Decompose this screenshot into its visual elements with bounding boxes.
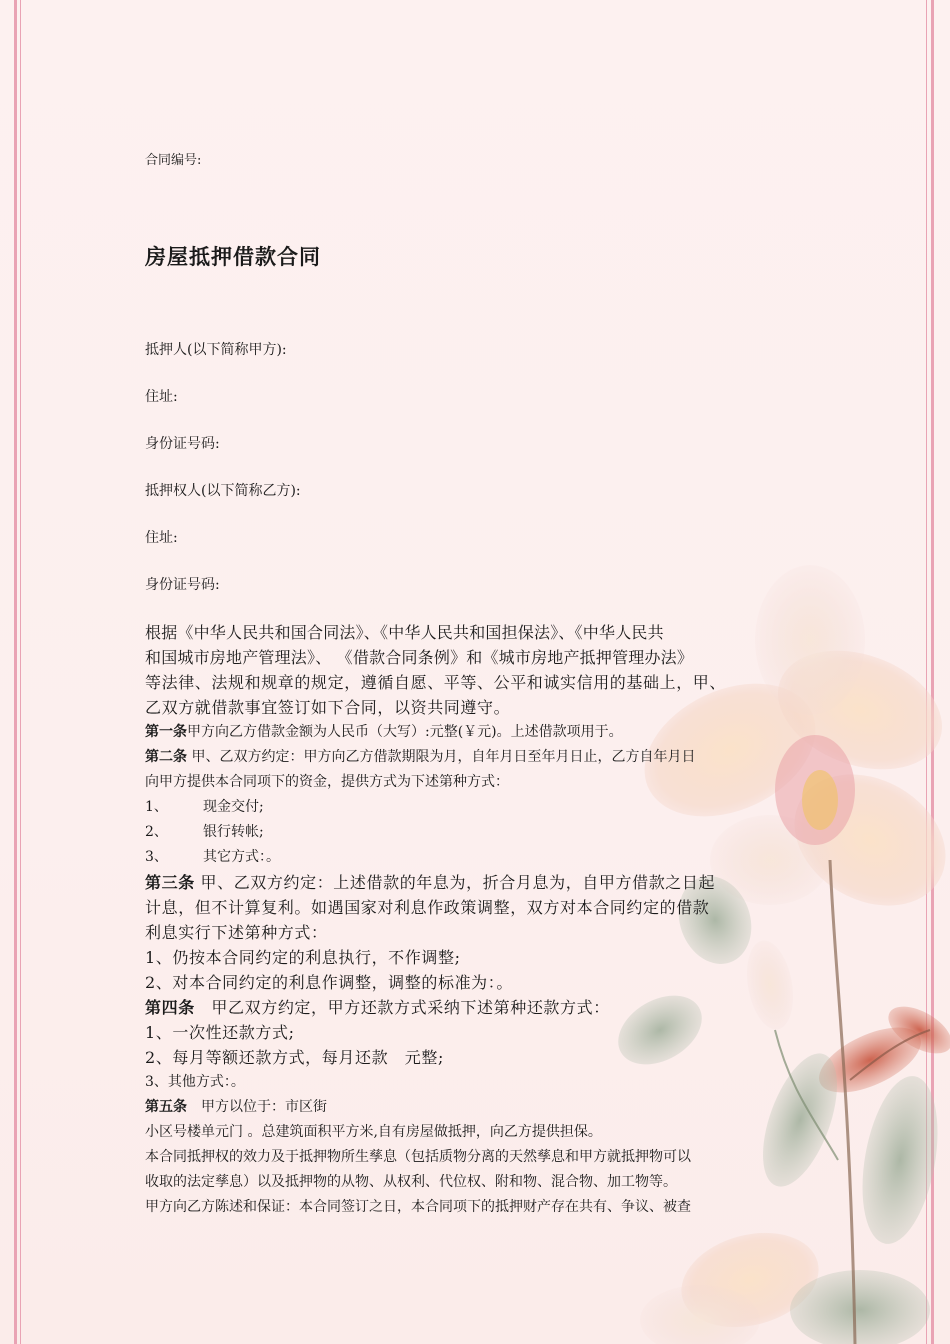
- list-item: 1、 现金交付;: [145, 799, 264, 815]
- contract-number-label: 合同编号:: [145, 153, 202, 168]
- article-text: 甲、乙双方约定：上述借款的年息为，折合月息为，自甲方借款之日起: [194, 873, 716, 892]
- article-2: [145, 746, 695, 766]
- preamble-line: 等法律、法规和规章的规定，遵循自愿、平等、公平和诚实信用的基础上，甲、: [145, 673, 727, 692]
- article-label: 第四条: [145, 998, 195, 1017]
- list-item: 2、 银行转帐;: [145, 824, 264, 840]
- mortgagor-line: 抵押人(以下简称甲方):: [145, 342, 287, 358]
- preamble-line: 和国城市房地产管理法》、 《借款合同条例》和《城市房地产抵押管理办法》: [145, 648, 694, 667]
- list-item: 3、其他方式：。: [145, 1074, 245, 1090]
- article-text: 小区号楼单元门 。总建筑面积平方米,自有房屋做抵押，向乙方提供担保。: [145, 1124, 602, 1140]
- article-3: [145, 870, 715, 893]
- mortgagor-address-line: 住址:: [145, 389, 178, 405]
- article-text: 向甲方提供本合同项下的资金，提供方式为下述第种方式：: [145, 774, 509, 790]
- list-item: 2、每月等额还款方式，每月还款 元整;: [145, 1048, 444, 1067]
- preamble-line: 乙双方就借款事宜签订如下合同，以资共同遵守。: [145, 698, 511, 717]
- article-label: 第二条: [145, 749, 187, 765]
- article-text: 计息，但不计算复利。如遇国家对利息作政策调整，双方对本合同约定的借款: [145, 898, 710, 917]
- page-title: 房屋抵押借款合同: [145, 244, 321, 269]
- left-border-thick: [14, 0, 17, 1344]
- mortgagee-line: 抵押权人(以下简称乙方):: [145, 483, 301, 499]
- article-text: 利息实行下述第种方式：: [145, 923, 328, 942]
- article-5: [145, 1096, 327, 1116]
- left-border-thin: [20, 0, 21, 1344]
- list-item: 1、仍按本合同约定的利息执行，不作调整;: [145, 948, 461, 967]
- article-1: [145, 721, 623, 741]
- article-text: 甲、乙双方约定：甲方向乙方借款期限为月，自年月日至年月日止，乙方自年月日: [187, 749, 696, 765]
- article-text: 甲乙双方约定，甲方还款方式采纳下述第种还款方式：: [194, 998, 610, 1017]
- mortgagee-id-line: 身份证号码:: [145, 577, 220, 593]
- article-text: 收取的法定孳息）以及抵押物的从物、从权利、代位权、附和物、混合物、加工物等。: [145, 1174, 677, 1190]
- article-4: [145, 995, 610, 1018]
- list-item: 3、 其它方式：。: [145, 849, 280, 865]
- mortgagee-address-line: 住址:: [145, 530, 178, 546]
- mortgagor-id-line: 身份证号码:: [145, 436, 220, 452]
- list-item: 1、一次性还款方式;: [145, 1023, 295, 1042]
- list-item: 2、对本合同约定的利息作调整，调整的标准为：。: [145, 973, 513, 992]
- article-text: 甲方向乙方借款金额为人民币（大写）:元整(￥元)。上述借款项用于。: [187, 724, 623, 740]
- preamble-line: 根据《中华人民共和国合同法》、《中华人民共和国担保法》、《中华人民共: [145, 623, 664, 642]
- article-label: 第五条: [145, 1099, 187, 1115]
- article-text: 本合同抵押权的效力及于抵押物所生孳息（包括质物分离的天然孳息和甲方就抵押物可以: [145, 1149, 691, 1165]
- article-label: 第三条: [145, 873, 195, 892]
- article-text: 甲方向乙方陈述和保证：本合同签订之日，本合同项下的抵押财产存在共有、争议、被查: [145, 1199, 691, 1215]
- article-label: 第一条: [145, 724, 187, 740]
- article-text: 甲方以位于：市区街: [187, 1099, 327, 1115]
